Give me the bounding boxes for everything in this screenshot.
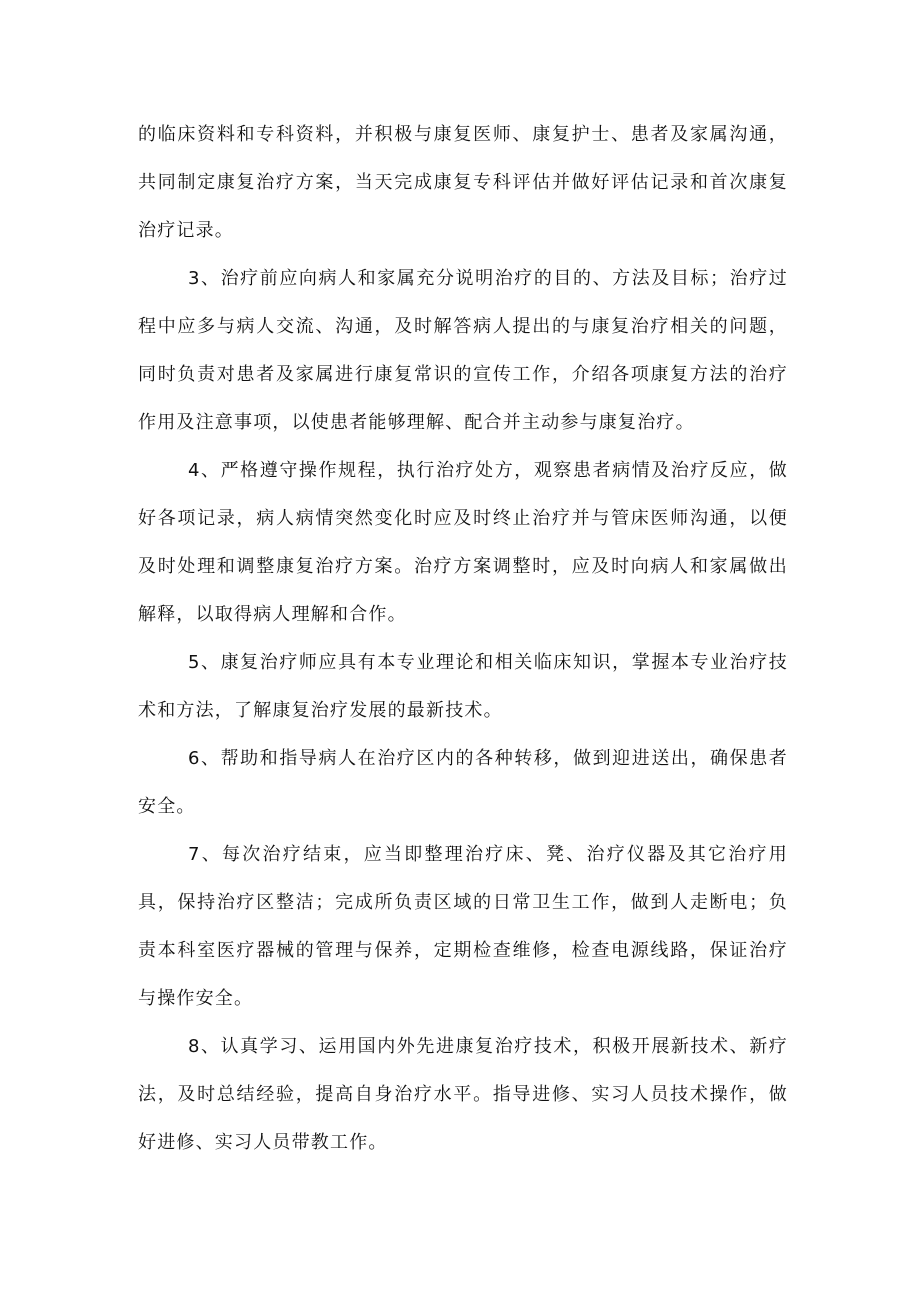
paragraph-item-4: 4、严格遵守操作规程，执行治疗处方，观察患者病情及治疗反应，做好各项记录，病人病情突然变化时应及时终止治疗并与管床医师沟通，以便及时处理和调整康复治疗方案。治疗方案调整时，应及时向病人和家属做出解释，以取得病人理解和合作。: [138, 460, 788, 625]
paragraph-item-8: 8、认真学习、运用国内外先进康复治疗技术，积极开展新技术、新疗法，及时总结经验，提高自身治疗水平。指导进修、实习人员技术操作，做好进修、实习人员带教工作。: [138, 1036, 788, 1153]
paragraph-item-6: 6、帮助和指导病人在治疗区内的各种转移，做到迎进送出，确保患者安全。: [138, 748, 788, 817]
paragraph-item-3: 3、治疗前应向病人和家属充分说明治疗的目的、方法及目标；治疗过程中应多与病人交流、沟通，及时解答病人提出的与康复治疗相关的问题，同时负责对患者及家属进行康复常识的宣传工作，介绍各项康复方法的治疗作用及注意事项，以使患者能够理解、配合并主动参与康复治疗。: [138, 268, 788, 433]
paragraph-item-7: 7、每次治疗结束，应当即整理治疗床、凳、治疗仪器及其它治疗用具，保持治疗区整洁；完成所负责区域的日常卫生工作，做到人走断电；负责本科室医疗器械的管理与保养，定期检查维修，检查电源线路，保证治疗与操作安全。: [138, 844, 788, 1009]
paragraph-continued: 的临床资料和专科资料，并积极与康复医师、康复护士、患者及家属沟通，共同制定康复治疗方案，当天完成康复专科评估并做好评估记录和首次康复治疗记录。: [138, 124, 788, 241]
document-body: [138, 111, 788, 1167]
paragraph-item-5: 5、康复治疗师应具有本专业理论和相关临床知识，掌握本专业治疗技术和方法，了解康复治疗发展的最新技术。: [138, 652, 788, 721]
